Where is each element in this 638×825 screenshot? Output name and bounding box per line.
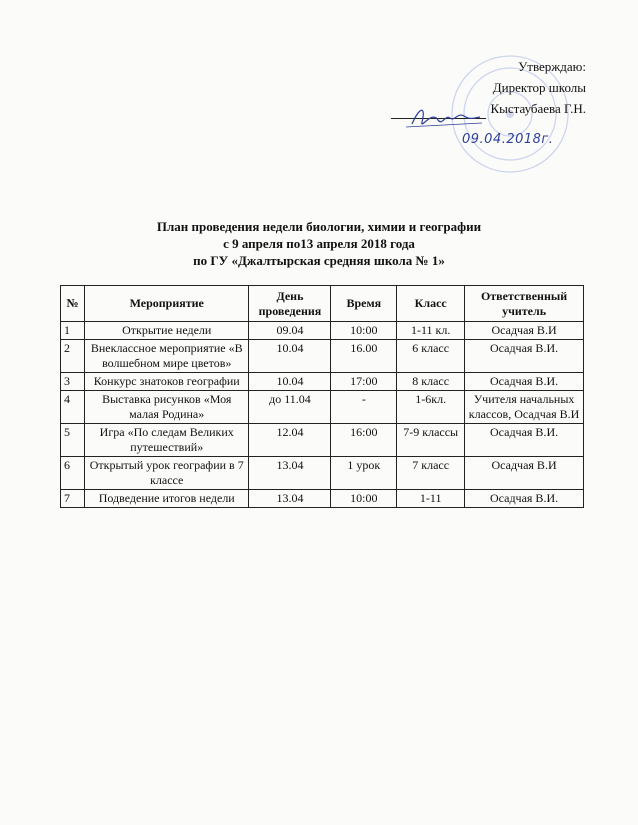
header-class: Класс xyxy=(397,286,465,322)
cell-day: 09.04 xyxy=(249,322,331,340)
table-row xyxy=(61,490,584,508)
cell-time: 1 урок xyxy=(331,457,397,490)
approval-line-1: Утверждаю: xyxy=(518,59,586,74)
table-row xyxy=(61,373,584,391)
document-title xyxy=(0,218,638,269)
cell-time: 10:00 xyxy=(331,490,397,508)
header-event: Мероприятие xyxy=(84,286,249,322)
cell-teacher: Осадчая В.И. xyxy=(465,490,584,508)
title-line-3: по ГУ «Джалтырская средняя школа № 1» xyxy=(193,253,445,268)
table-row xyxy=(61,340,584,373)
header-time: Время xyxy=(331,286,397,322)
cell-number: 2 xyxy=(61,340,85,373)
events-table xyxy=(60,285,584,508)
cell-number: 3 xyxy=(61,373,85,391)
cell-class: 1-11 кл. xyxy=(397,322,465,340)
header-teacher: Ответственный учитель xyxy=(465,286,584,322)
cell-day: до 11.04 xyxy=(249,391,331,424)
cell-day: 10.04 xyxy=(249,340,331,373)
cell-time: 10:00 xyxy=(331,322,397,340)
cell-number: 7 xyxy=(61,490,85,508)
table-row xyxy=(61,457,584,490)
cell-time: - xyxy=(331,391,397,424)
cell-number: 1 xyxy=(61,322,85,340)
cell-teacher: Осадчая В.И xyxy=(465,322,584,340)
cell-class: 7 класс xyxy=(397,457,465,490)
cell-event: Открытый урок географии в 7 классе xyxy=(84,457,249,490)
cell-event: Внеклассное мероприятие «В волшебном мире цветов» xyxy=(84,340,249,373)
cell-day: 12.04 xyxy=(249,424,331,457)
cell-teacher: Осадчая В.И. xyxy=(465,424,584,457)
handwritten-date: 09.04.2018г. xyxy=(462,132,554,147)
table-row xyxy=(61,322,584,340)
cell-day: 13.04 xyxy=(249,490,331,508)
cell-event: Открытие недели xyxy=(84,322,249,340)
cell-number: 6 xyxy=(61,457,85,490)
table-row xyxy=(61,391,584,424)
cell-class: 1-6кл. xyxy=(397,391,465,424)
cell-class: 7-9 классы xyxy=(397,424,465,457)
cell-event: Подведение итогов недели xyxy=(84,490,249,508)
table-header-row xyxy=(61,286,584,322)
cell-teacher: Осадчая В.И xyxy=(465,457,584,490)
cell-number: 4 xyxy=(61,391,85,424)
cell-time: 16:00 xyxy=(331,424,397,457)
cell-day: 13.04 xyxy=(249,457,331,490)
cell-time: 16.00 xyxy=(331,340,397,373)
title-line-2: с 9 апреля по13 апреля 2018 года xyxy=(223,236,415,251)
cell-event: Игра «По следам Великих путешествий» xyxy=(84,424,249,457)
header-day: День проведения xyxy=(249,286,331,322)
cell-teacher: Осадчая В.И. xyxy=(465,340,584,373)
cell-event: Конкурс знатоков географии xyxy=(84,373,249,391)
cell-event: Выставка рисунков «Моя малая Родина» xyxy=(84,391,249,424)
cell-day: 10.04 xyxy=(249,373,331,391)
cell-class: 6 класс xyxy=(397,340,465,373)
cell-teacher: Учителя начальных классов, Осадчая В.И xyxy=(465,391,584,424)
cell-teacher: Осадчая В.И. xyxy=(465,373,584,391)
title-line-1: План проведения недели биологии, химии и географии xyxy=(156,219,482,234)
cell-number: 5 xyxy=(61,424,85,457)
header-number: № xyxy=(61,286,85,322)
table-row xyxy=(61,424,584,457)
cell-class: 1-11 xyxy=(397,490,465,508)
cell-time: 17:00 xyxy=(331,373,397,391)
approval-line-2: Директор школы xyxy=(492,80,586,95)
signature-mark xyxy=(392,100,487,136)
approval-line-3: Кыстаубаева Г.Н. xyxy=(490,101,586,116)
cell-class: 8 класс xyxy=(397,373,465,391)
